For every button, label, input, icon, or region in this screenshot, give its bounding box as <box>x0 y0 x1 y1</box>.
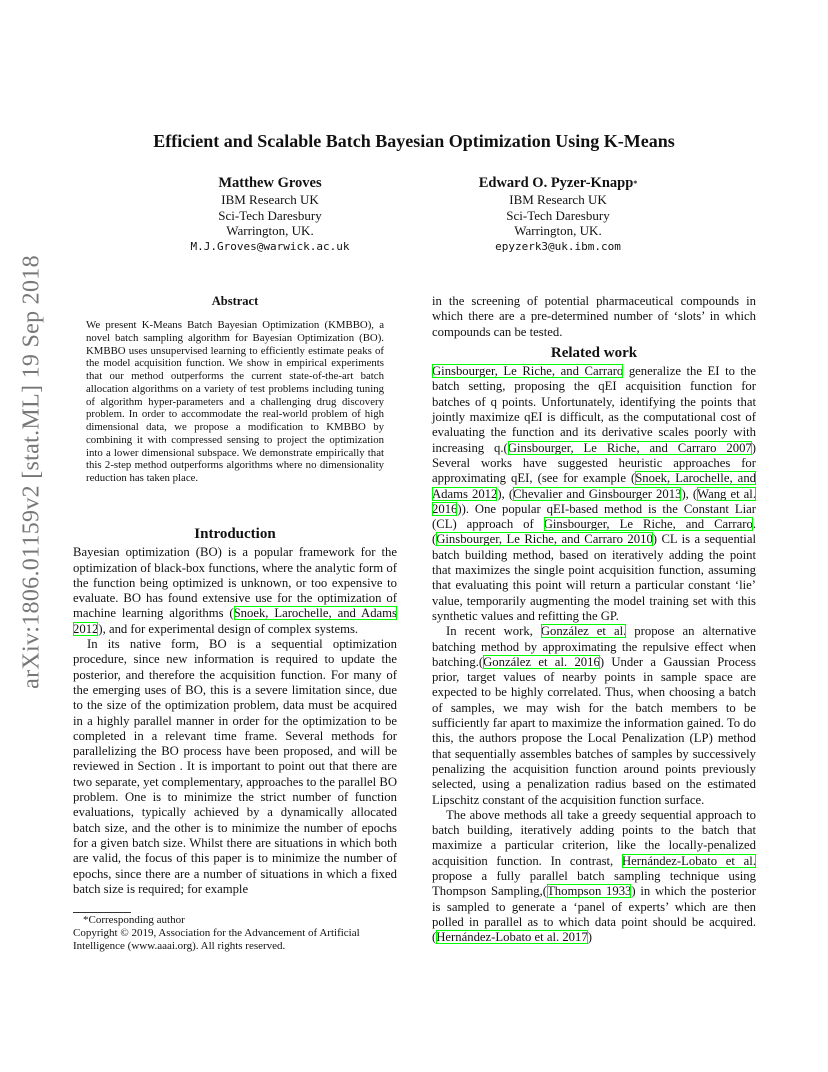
author-location: Sci-Tech Daresbury <box>218 207 322 223</box>
copyright-notice: Copyright © 2019, Association for the Advancement of Artificial Intelligence (www.aaai.org). All rights reserved. <box>73 927 360 952</box>
paper-title: Efficient and Scalable Batch Bayesian Optimization Using K-Means <box>153 131 675 151</box>
citation-link[interactable]: González et al. <box>540 624 627 639</box>
intro-paragraph: In its native form, BO is a sequential optimization procedure, since new information is required to update the posterior, and therefore the acquisition function. For many of the emerging uses of BO, this is a severe limitation since, due to the size of the optimization problem, data must be acquired in a highly parallel manner in order for the optimization to be completed in a relevant time frame. Several methods for parallelizing the BO process have been proposed, and will be reviewed in Section . It is important to point out that there are two separate, yet complementary, approaches to the parallel BO problem. One is to minimize the strict number of function evaluations, typically achieved by a dynamically allocated batch size, and the other is to minimize the number of epochs for a given batch size. Whilst there are situations in which both are valid, the focus of this paper is to minimize the number of epochs, since there are a number of situations in which a fixed batch size is required; for example <box>73 637 397 896</box>
citation-link[interactable]: González et al. 2016 <box>483 654 600 669</box>
corresponding-author-note: *Corresponding author <box>83 914 185 926</box>
paragraph-text: ) Several works have suggested heuristic approaches for approximating qEI, (see for example ( <box>432 440 756 486</box>
paragraph-text: propose an alternative batching method by approximating the repulsive effect when batching.( <box>432 624 757 669</box>
arxiv-sidebar <box>10 255 54 689</box>
related-work-paragraph <box>432 808 756 946</box>
citation-link[interactable]: Hernández-Lobato et al. <box>621 853 756 868</box>
paragraph-text: ) Under a Gaussian Process prior, target values of nearby points in sample space are expected to be highly correlated. Thus, when choosing a batch of samples, we may wish for the batch members to be sufficiently far apart to maximize the information gained. To do this, the authors propose the Local Penalization (LP) method that sequentially assembles batches of samples by successively penalizing the acquisition function around points previously selected, using a penalization radius based on the estimated Lipschitz constant of the acquisition function surface. <box>432 654 756 807</box>
citation-link[interactable]: Snoek, Larochelle, and Adams 2012 <box>432 471 757 501</box>
author-affiliation: IBM Research UK <box>221 192 319 208</box>
citation-link[interactable]: Snoek, Larochelle, and Adams 2012 <box>73 606 397 636</box>
introduction-heading: Introduction <box>194 526 276 542</box>
citation-link[interactable]: Ginsbourger, Le Riche, and Carraro <box>543 517 753 532</box>
related-work-paragraph <box>432 624 756 808</box>
author-email[interactable]: epyzerk3@uk.ibm.com <box>495 240 621 254</box>
right-column <box>432 294 756 945</box>
footnote-rule <box>73 912 131 913</box>
intro-paragraph: Bayesian optimization (BO) is a popular framework for the optimization of black-box functions, where the analytic form of the function being optimized is unknown, or too expensive to evaluate. BO has found extensive use for the optimization of machine learning algorithms (Snoek, Larochelle, and Adams 2012), and for experimental design of complex systems. <box>73 545 397 636</box>
abstract-body: We present K-Means Batch Bayesian Optimization (KMBBO), a novel batch sampling algorithm for Bayesian Optimization (BO). KMBBO uses unsupervised learning to efficiently estimate peaks of the model acquisition function. We show in empirical experiments that our method outperforms the current state-of-the-art batch allocation algorithms on a variety of test problems including tuning of algorithm hyper-parameters and a challenging drug discovery problem. In order to accommodate the real-world problem of high dimensional data, we propose a modification to KMBBO by combining it with compressed sensing to project the optimization into a lower dimensional subspace. We demonstrate empirically that this 2-step method outperforms algorithms where no dimensionality reduction has taken place. <box>86 319 384 484</box>
paragraph-text: ) in which the posterior is sampled to generate a ‘panel of experts’ which are then polled in parallel as to which data point should be acquired.( <box>432 884 756 945</box>
author-name: Edward O. Pyzer-Knapp* <box>478 175 638 191</box>
paragraph-text: In recent work, <box>446 624 541 639</box>
citation-link[interactable]: Hernández-Lobato et al. 2017 <box>436 930 588 945</box>
related-work-paragraph <box>432 364 756 624</box>
author-affiliation: IBM Research UK <box>509 192 607 208</box>
paragraph-text: )). One popular qEI-based method is the Constant Liar (CL) approach of <box>432 501 756 532</box>
author-location: Sci-Tech Daresbury <box>506 207 610 223</box>
abstract-heading: Abstract <box>211 294 259 308</box>
paragraph-text: ) <box>587 930 592 945</box>
author-location: Warrington, UK. <box>514 222 602 238</box>
related-work-heading: Related work <box>550 344 638 361</box>
paragraph-text: ), ( <box>497 486 514 501</box>
paragraph-text: ), ( <box>681 486 698 501</box>
paragraph-text: The above methods all take a greedy sequential approach to batch building, iteratively adding points to the batch that maximize a particular criterion, like the locally-penalized acquisition function. In contrast, <box>432 807 756 868</box>
author-location: Warrington, UK. <box>226 222 314 238</box>
paragraph-text: propose a fully parallel batch sampling technique using Thompson Sampling,( <box>432 868 756 899</box>
citation-link[interactable]: Wang et al. 2016 <box>432 486 756 516</box>
citation-link[interactable]: Thompson 1933 <box>547 884 632 899</box>
author-block-pyzer-knapp <box>428 176 688 254</box>
citation-link[interactable]: Ginsbourger, Le Riche, and Carraro <box>432 364 624 379</box>
paragraph-text: ) CL is a sequential batch building method, based on iteratively adding the point that maximizes the single point acquisition function, assuming that evaluating this point will return a particular constant ‘lie’ value, temporarily augmenting the model training set with this synthetic values and refitting the GP. <box>432 532 756 623</box>
citation-link[interactable]: Chevalier and Ginsbourger 2013 <box>513 486 682 501</box>
citation-link[interactable]: Ginsbourger, Le Riche, and Carraro 2010 <box>436 532 653 547</box>
author-footnote-mark: * <box>633 179 638 188</box>
introduction-section <box>73 527 397 897</box>
intro-continuation: in the screening of potential pharmaceutical compounds in which there are a pre-determined number of ‘slots’ in which compounds can be tested. <box>432 294 756 339</box>
citation-link[interactable]: Ginsbourger, Le Riche, and Carraro 2007 <box>507 440 752 455</box>
footnotes <box>73 914 397 953</box>
author-block-groves <box>140 176 400 254</box>
paragraph-text: generalize the EI to the batch setting, proposing the qEI acquisition function for batches of q points. Unfortunately, identifying the points that jointly maximize qEI is difficult, as the computational cost of evaluating the function and its derivative scales poorly with increasing q.( <box>432 364 756 455</box>
author-name: Matthew Groves <box>218 175 322 191</box>
paragraph-text: .( <box>432 517 756 547</box>
author-email[interactable]: M.J.Groves@warwick.ac.uk <box>190 240 350 254</box>
arxiv-identifier: arXiv:1806.01159v2 [stat.ML] 19 Sep 2018 <box>18 255 45 689</box>
